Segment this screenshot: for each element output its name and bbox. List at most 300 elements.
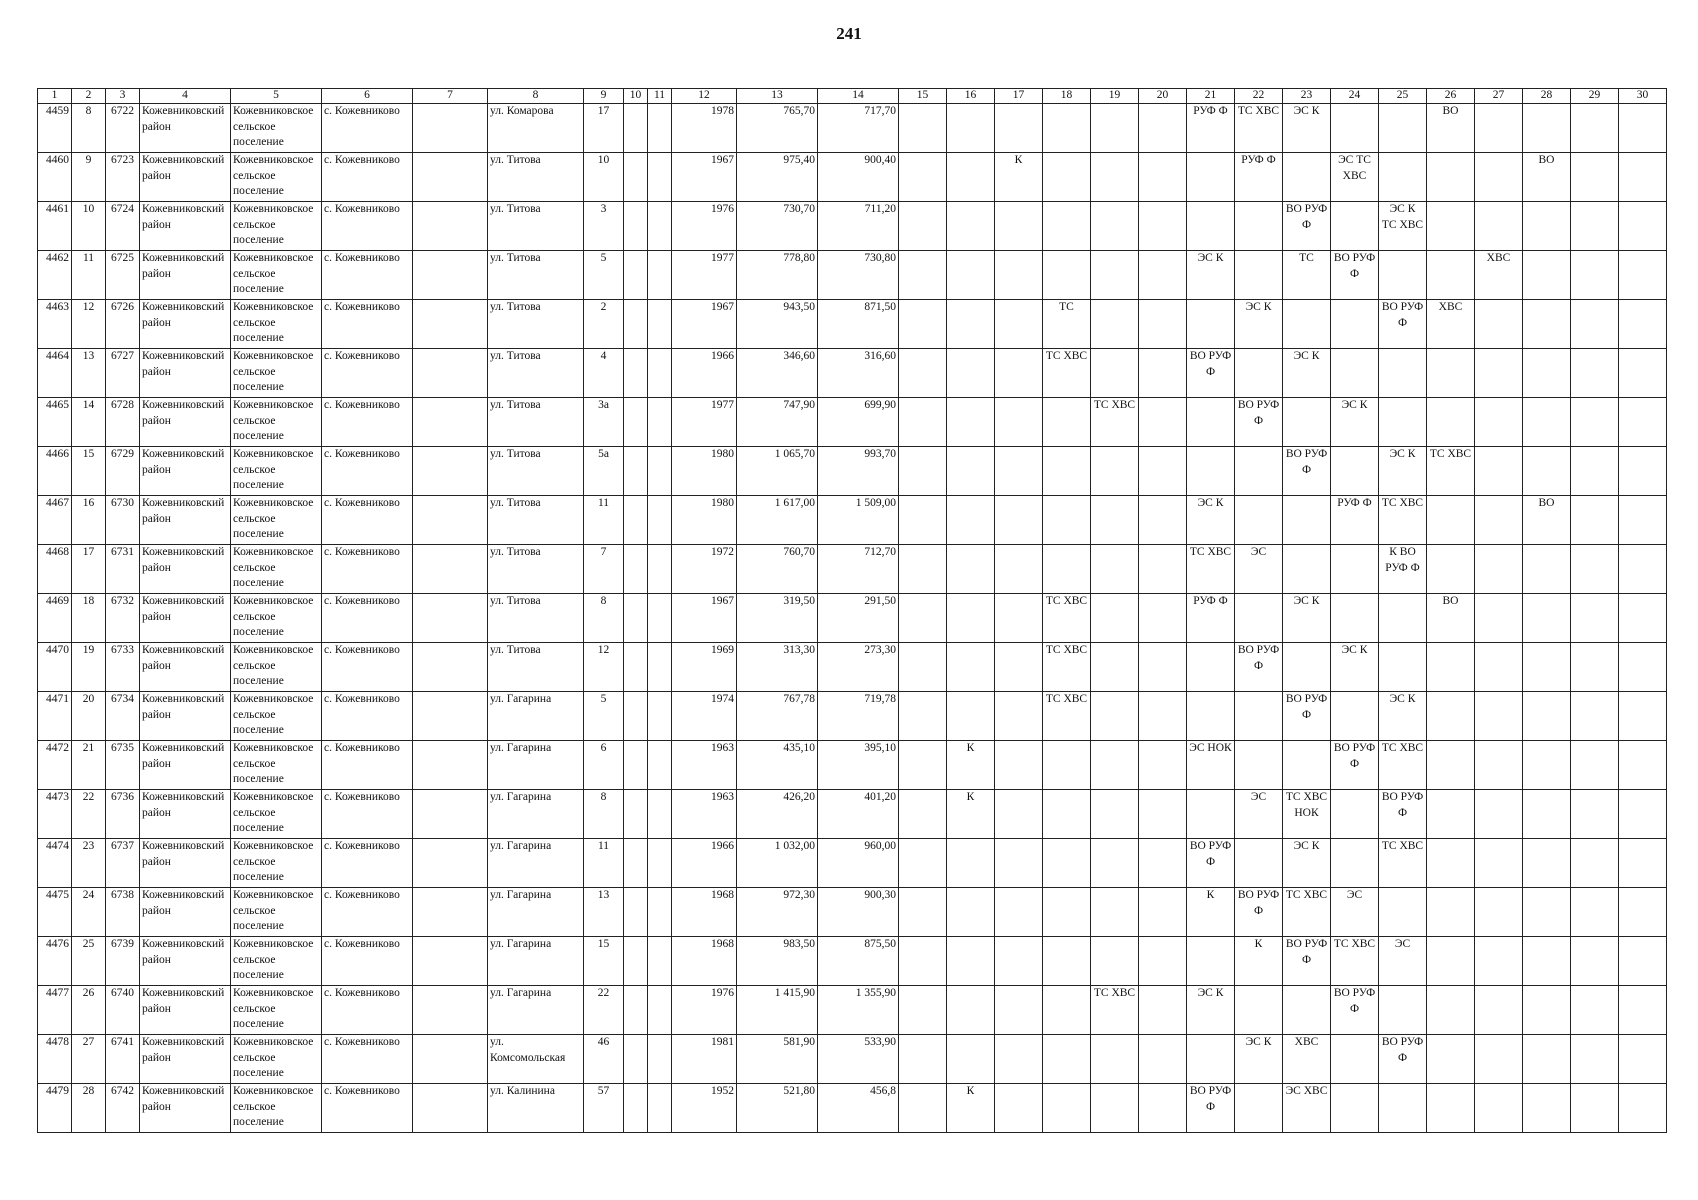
work-code-col-21-cell: ЭС НОК [1187, 741, 1235, 790]
work-code-col-18-cell: ТС ХВС [1043, 692, 1091, 741]
column-header-15: 15 [899, 89, 947, 104]
year-built-cell: 1963 [672, 790, 737, 839]
table-row [38, 153, 1667, 202]
work-code-col-15-cell [899, 447, 947, 496]
column-11-cell [648, 643, 672, 692]
record-number-cell: 4459 [38, 104, 72, 153]
sequence-number-cell: 14 [72, 398, 106, 447]
column-7-cell [413, 496, 488, 545]
column-11-cell [648, 153, 672, 202]
work-code-col-26-cell [1427, 398, 1475, 447]
column-header-26: 26 [1427, 89, 1475, 104]
work-code-col-25-cell: ВО РУФ Ф [1379, 300, 1427, 349]
work-code-col-19-cell [1091, 937, 1139, 986]
work-code-col-23-cell: ЭС К [1283, 104, 1331, 153]
street-cell: ул. Комсомольская [488, 1035, 584, 1084]
column-10-cell [624, 643, 648, 692]
work-code-col-17-cell [995, 741, 1043, 790]
work-code-col-29-cell [1571, 398, 1619, 447]
work-code-col-22-cell: ЭС К [1235, 300, 1283, 349]
work-code-col-18-cell [1043, 1035, 1091, 1084]
work-code-col-22-cell [1235, 251, 1283, 300]
year-built-cell: 1952 [672, 1084, 737, 1133]
work-code-col-26-cell: ХВС [1427, 300, 1475, 349]
settlement-municipality-cell: Кожевниковское сельское поселение [231, 300, 322, 349]
column-11-cell [648, 937, 672, 986]
work-code-col-20-cell [1139, 986, 1187, 1035]
column-7-cell [413, 300, 488, 349]
work-code-col-18-cell [1043, 839, 1091, 888]
total-area-cell: 346,60 [737, 349, 818, 398]
work-code-col-21-cell: ЭС К [1187, 496, 1235, 545]
work-code-col-15-cell [899, 398, 947, 447]
work-code-col-22-cell [1235, 741, 1283, 790]
work-code-col-17-cell [995, 594, 1043, 643]
column-10-cell [624, 1035, 648, 1084]
work-code-col-16-cell [947, 496, 995, 545]
street-cell: ул. Гагарина [488, 692, 584, 741]
column-7-cell [413, 839, 488, 888]
work-code-col-17-cell [995, 251, 1043, 300]
column-11-cell [648, 496, 672, 545]
work-code-col-22-cell: РУФ Ф [1235, 153, 1283, 202]
work-code-col-17-cell [995, 104, 1043, 153]
work-code-col-23-cell: ХВС [1283, 1035, 1331, 1084]
settlement-municipality-cell: Кожевниковское сельское поселение [231, 741, 322, 790]
street-cell: ул. Титова [488, 545, 584, 594]
work-code-col-19-cell [1091, 202, 1139, 251]
work-code-col-30-cell [1619, 251, 1667, 300]
house-number-cell: 7 [584, 545, 624, 594]
work-code-col-24-cell [1331, 300, 1379, 349]
column-10-cell [624, 839, 648, 888]
work-code-col-18-cell [1043, 937, 1091, 986]
work-code-col-22-cell [1235, 594, 1283, 643]
work-code-col-17-cell [995, 1035, 1043, 1084]
locality-cell: с. Кожевниково [322, 349, 413, 398]
work-code-col-28-cell [1523, 104, 1571, 153]
work-code-col-30-cell [1619, 349, 1667, 398]
work-code-col-23-cell [1283, 545, 1331, 594]
object-code-cell: 6731 [106, 545, 140, 594]
district-cell: Кожевниковский район [140, 1035, 231, 1084]
table-row [38, 937, 1667, 986]
work-code-col-28-cell [1523, 790, 1571, 839]
work-code-col-28-cell [1523, 545, 1571, 594]
work-code-col-27-cell: ХВС [1475, 251, 1523, 300]
column-11-cell [648, 251, 672, 300]
object-code-cell: 6737 [106, 839, 140, 888]
work-code-col-16-cell [947, 643, 995, 692]
column-11-cell [648, 1035, 672, 1084]
column-header-14: 14 [818, 89, 899, 104]
street-cell: ул. Гагарина [488, 741, 584, 790]
record-number-cell: 4463 [38, 300, 72, 349]
column-header-6: 6 [322, 89, 413, 104]
work-code-col-24-cell: ТС ХВС [1331, 937, 1379, 986]
work-code-col-18-cell [1043, 545, 1091, 594]
table-row [38, 888, 1667, 937]
house-number-cell: 8 [584, 790, 624, 839]
work-code-col-16-cell [947, 594, 995, 643]
street-cell: ул. Гагарина [488, 790, 584, 839]
district-cell: Кожевниковский район [140, 349, 231, 398]
column-11-cell [648, 1084, 672, 1133]
house-number-cell: 17 [584, 104, 624, 153]
year-built-cell: 1968 [672, 888, 737, 937]
record-number-cell: 4464 [38, 349, 72, 398]
work-code-col-30-cell [1619, 398, 1667, 447]
work-code-col-16-cell [947, 300, 995, 349]
column-7-cell [413, 251, 488, 300]
work-code-col-29-cell [1571, 594, 1619, 643]
work-code-col-20-cell [1139, 202, 1187, 251]
work-code-col-26-cell: ТС ХВС [1427, 447, 1475, 496]
work-code-col-23-cell: ЭС ХВС [1283, 1084, 1331, 1133]
column-header-18: 18 [1043, 89, 1091, 104]
living-area-cell: 875,50 [818, 937, 899, 986]
work-code-col-23-cell: ТС [1283, 251, 1331, 300]
sequence-number-cell: 26 [72, 986, 106, 1035]
locality-cell: с. Кожевниково [322, 545, 413, 594]
work-code-col-24-cell [1331, 1084, 1379, 1133]
work-code-col-26-cell [1427, 251, 1475, 300]
work-code-col-25-cell [1379, 153, 1427, 202]
living-area-cell: 1 355,90 [818, 986, 899, 1035]
work-code-col-21-cell: РУФ Ф [1187, 594, 1235, 643]
work-code-col-16-cell [947, 545, 995, 594]
object-code-cell: 6726 [106, 300, 140, 349]
column-7-cell [413, 741, 488, 790]
table-row [38, 104, 1667, 153]
work-code-col-21-cell: ВО РУФ Ф [1187, 839, 1235, 888]
work-code-col-26-cell [1427, 545, 1475, 594]
column-header-30: 30 [1619, 89, 1667, 104]
work-code-col-23-cell: ТС ХВС [1283, 888, 1331, 937]
locality-cell: с. Кожевниково [322, 202, 413, 251]
locality-cell: с. Кожевниково [322, 741, 413, 790]
house-number-cell: 11 [584, 496, 624, 545]
work-code-col-16-cell [947, 104, 995, 153]
total-area-cell: 972,30 [737, 888, 818, 937]
house-number-cell: 11 [584, 839, 624, 888]
object-code-cell: 6739 [106, 937, 140, 986]
column-header-10: 10 [624, 89, 648, 104]
work-code-col-17-cell [995, 839, 1043, 888]
record-number-cell: 4469 [38, 594, 72, 643]
column-7-cell [413, 643, 488, 692]
column-7-cell [413, 888, 488, 937]
work-code-col-28-cell [1523, 202, 1571, 251]
column-header-21: 21 [1187, 89, 1235, 104]
work-code-col-20-cell [1139, 1084, 1187, 1133]
house-number-cell: 13 [584, 888, 624, 937]
work-code-col-18-cell [1043, 741, 1091, 790]
record-number-cell: 4471 [38, 692, 72, 741]
living-area-cell: 871,50 [818, 300, 899, 349]
column-header-11: 11 [648, 89, 672, 104]
total-area-cell: 313,30 [737, 643, 818, 692]
column-7-cell [413, 349, 488, 398]
work-code-col-25-cell [1379, 398, 1427, 447]
column-7-cell [413, 937, 488, 986]
living-area-cell: 960,00 [818, 839, 899, 888]
work-code-col-26-cell [1427, 937, 1475, 986]
work-code-col-24-cell: ЭС К [1331, 643, 1379, 692]
work-code-col-17-cell [995, 986, 1043, 1035]
work-code-col-21-cell [1187, 398, 1235, 447]
column-10-cell [624, 104, 648, 153]
column-11-cell [648, 300, 672, 349]
street-cell: ул. Титова [488, 398, 584, 447]
locality-cell: с. Кожевниково [322, 1035, 413, 1084]
sequence-number-cell: 11 [72, 251, 106, 300]
work-code-col-24-cell [1331, 594, 1379, 643]
living-area-cell: 401,20 [818, 790, 899, 839]
column-11-cell [648, 888, 672, 937]
sequence-number-cell: 24 [72, 888, 106, 937]
work-code-col-21-cell [1187, 1035, 1235, 1084]
work-code-col-23-cell [1283, 300, 1331, 349]
object-code-cell: 6740 [106, 986, 140, 1035]
year-built-cell: 1977 [672, 398, 737, 447]
column-header-28: 28 [1523, 89, 1571, 104]
work-code-col-27-cell [1475, 153, 1523, 202]
sequence-number-cell: 23 [72, 839, 106, 888]
column-7-cell [413, 1084, 488, 1133]
column-header-27: 27 [1475, 89, 1523, 104]
district-cell: Кожевниковский район [140, 202, 231, 251]
work-code-col-19-cell [1091, 839, 1139, 888]
work-code-col-19-cell [1091, 594, 1139, 643]
work-code-col-18-cell: ТС [1043, 300, 1091, 349]
work-code-col-25-cell: ТС ХВС [1379, 496, 1427, 545]
house-number-cell: 46 [584, 1035, 624, 1084]
work-code-col-28-cell [1523, 1035, 1571, 1084]
work-code-col-20-cell [1139, 300, 1187, 349]
work-code-col-20-cell [1139, 790, 1187, 839]
work-code-col-23-cell [1283, 643, 1331, 692]
year-built-cell: 1976 [672, 986, 737, 1035]
work-code-col-20-cell [1139, 594, 1187, 643]
work-code-col-26-cell [1427, 496, 1475, 545]
work-code-col-26-cell [1427, 692, 1475, 741]
work-code-col-20-cell [1139, 447, 1187, 496]
work-code-col-25-cell: ВО РУФ Ф [1379, 790, 1427, 839]
work-code-col-29-cell [1571, 447, 1619, 496]
work-code-col-15-cell [899, 300, 947, 349]
locality-cell: с. Кожевниково [322, 153, 413, 202]
object-code-cell: 6733 [106, 643, 140, 692]
table-body [38, 104, 1667, 1133]
work-code-col-26-cell [1427, 741, 1475, 790]
district-cell: Кожевниковский район [140, 937, 231, 986]
work-code-col-27-cell [1475, 104, 1523, 153]
sequence-number-cell: 17 [72, 545, 106, 594]
work-code-col-27-cell [1475, 545, 1523, 594]
work-code-col-15-cell [899, 104, 947, 153]
column-11-cell [648, 692, 672, 741]
work-code-col-24-cell [1331, 839, 1379, 888]
work-code-col-22-cell: ЭС [1235, 790, 1283, 839]
work-code-col-23-cell [1283, 741, 1331, 790]
column-10-cell [624, 496, 648, 545]
work-code-col-19-cell [1091, 790, 1139, 839]
work-code-col-15-cell [899, 741, 947, 790]
work-code-col-26-cell [1427, 1035, 1475, 1084]
work-code-col-22-cell: К [1235, 937, 1283, 986]
column-10-cell [624, 545, 648, 594]
column-header-13: 13 [737, 89, 818, 104]
total-area-cell: 435,10 [737, 741, 818, 790]
house-number-cell: 22 [584, 986, 624, 1035]
district-cell: Кожевниковский район [140, 986, 231, 1035]
work-code-col-16-cell [947, 1035, 995, 1084]
work-code-col-21-cell [1187, 300, 1235, 349]
settlement-municipality-cell: Кожевниковское сельское поселение [231, 398, 322, 447]
settlement-municipality-cell: Кожевниковское сельское поселение [231, 153, 322, 202]
work-code-col-20-cell [1139, 839, 1187, 888]
work-code-col-22-cell [1235, 202, 1283, 251]
record-number-cell: 4475 [38, 888, 72, 937]
work-code-col-21-cell: ТС ХВС [1187, 545, 1235, 594]
column-11-cell [648, 741, 672, 790]
locality-cell: с. Кожевниково [322, 251, 413, 300]
work-code-col-28-cell [1523, 839, 1571, 888]
column-7-cell [413, 104, 488, 153]
house-number-cell: 6 [584, 741, 624, 790]
work-code-col-21-cell: ВО РУФ Ф [1187, 1084, 1235, 1133]
work-code-col-19-cell: ТС ХВС [1091, 986, 1139, 1035]
column-header-row [38, 89, 1667, 104]
living-area-cell: 1 509,00 [818, 496, 899, 545]
work-code-col-27-cell [1475, 1035, 1523, 1084]
work-code-col-15-cell [899, 839, 947, 888]
column-header-9: 9 [584, 89, 624, 104]
house-number-cell: 4 [584, 349, 624, 398]
work-code-col-22-cell [1235, 1084, 1283, 1133]
work-code-col-22-cell [1235, 496, 1283, 545]
work-code-col-20-cell [1139, 104, 1187, 153]
living-area-cell: 273,30 [818, 643, 899, 692]
sequence-number-cell: 13 [72, 349, 106, 398]
work-code-col-28-cell [1523, 300, 1571, 349]
work-code-col-25-cell [1379, 104, 1427, 153]
locality-cell: с. Кожевниково [322, 839, 413, 888]
work-code-col-30-cell [1619, 545, 1667, 594]
table-row [38, 692, 1667, 741]
column-10-cell [624, 888, 648, 937]
settlement-municipality-cell: Кожевниковское сельское поселение [231, 447, 322, 496]
sequence-number-cell: 16 [72, 496, 106, 545]
work-code-col-22-cell [1235, 692, 1283, 741]
work-code-col-26-cell [1427, 839, 1475, 888]
work-code-col-25-cell: ЭС К [1379, 447, 1427, 496]
house-number-cell: 5 [584, 692, 624, 741]
column-header-22: 22 [1235, 89, 1283, 104]
work-code-col-25-cell: ВО РУФ Ф [1379, 1035, 1427, 1084]
work-code-col-28-cell: ВО [1523, 153, 1571, 202]
work-code-col-19-cell [1091, 447, 1139, 496]
house-number-cell: 57 [584, 1084, 624, 1133]
work-code-col-17-cell [995, 447, 1043, 496]
work-code-col-27-cell [1475, 398, 1523, 447]
work-code-col-15-cell [899, 643, 947, 692]
total-area-cell: 747,90 [737, 398, 818, 447]
total-area-cell: 943,50 [737, 300, 818, 349]
column-10-cell [624, 447, 648, 496]
work-code-col-29-cell [1571, 349, 1619, 398]
work-code-col-30-cell [1619, 937, 1667, 986]
work-code-col-21-cell [1187, 153, 1235, 202]
work-code-col-25-cell [1379, 594, 1427, 643]
sequence-number-cell: 9 [72, 153, 106, 202]
work-code-col-21-cell [1187, 202, 1235, 251]
work-code-col-30-cell [1619, 643, 1667, 692]
work-code-col-28-cell [1523, 398, 1571, 447]
work-code-col-24-cell [1331, 1035, 1379, 1084]
year-built-cell: 1980 [672, 447, 737, 496]
work-code-col-22-cell [1235, 349, 1283, 398]
column-10-cell [624, 692, 648, 741]
work-code-col-29-cell [1571, 496, 1619, 545]
district-cell: Кожевниковский район [140, 251, 231, 300]
house-number-cell: 12 [584, 643, 624, 692]
work-code-col-23-cell: ЭС К [1283, 594, 1331, 643]
object-code-cell: 6730 [106, 496, 140, 545]
street-cell: ул. Гагарина [488, 937, 584, 986]
work-code-col-17-cell [995, 888, 1043, 937]
record-number-cell: 4460 [38, 153, 72, 202]
work-code-col-29-cell [1571, 986, 1619, 1035]
column-header-23: 23 [1283, 89, 1331, 104]
street-cell: ул. Титова [488, 447, 584, 496]
work-code-col-25-cell [1379, 349, 1427, 398]
total-area-cell: 975,40 [737, 153, 818, 202]
table-row [38, 1084, 1667, 1133]
object-code-cell: 6735 [106, 741, 140, 790]
total-area-cell: 521,80 [737, 1084, 818, 1133]
work-code-col-17-cell [995, 496, 1043, 545]
work-code-col-25-cell: ЭС [1379, 937, 1427, 986]
work-code-col-29-cell [1571, 839, 1619, 888]
work-code-col-28-cell [1523, 986, 1571, 1035]
living-area-cell: 456,8 [818, 1084, 899, 1133]
district-cell: Кожевниковский район [140, 741, 231, 790]
work-code-col-17-cell [995, 398, 1043, 447]
work-code-col-18-cell [1043, 202, 1091, 251]
work-code-col-16-cell: К [947, 1084, 995, 1133]
table-row [38, 643, 1667, 692]
record-number-cell: 4465 [38, 398, 72, 447]
object-code-cell: 6742 [106, 1084, 140, 1133]
work-code-col-25-cell [1379, 986, 1427, 1035]
record-number-cell: 4470 [38, 643, 72, 692]
work-code-col-27-cell [1475, 741, 1523, 790]
work-code-col-19-cell [1091, 349, 1139, 398]
work-code-col-26-cell [1427, 643, 1475, 692]
district-cell: Кожевниковский район [140, 888, 231, 937]
locality-cell: с. Кожевниково [322, 986, 413, 1035]
work-code-col-25-cell: ТС ХВС [1379, 741, 1427, 790]
object-code-cell: 6734 [106, 692, 140, 741]
column-header-20: 20 [1139, 89, 1187, 104]
work-code-col-24-cell: ЭС [1331, 888, 1379, 937]
work-code-col-30-cell [1619, 153, 1667, 202]
column-10-cell [624, 398, 648, 447]
work-code-col-15-cell [899, 937, 947, 986]
work-code-col-24-cell: ЭС К [1331, 398, 1379, 447]
